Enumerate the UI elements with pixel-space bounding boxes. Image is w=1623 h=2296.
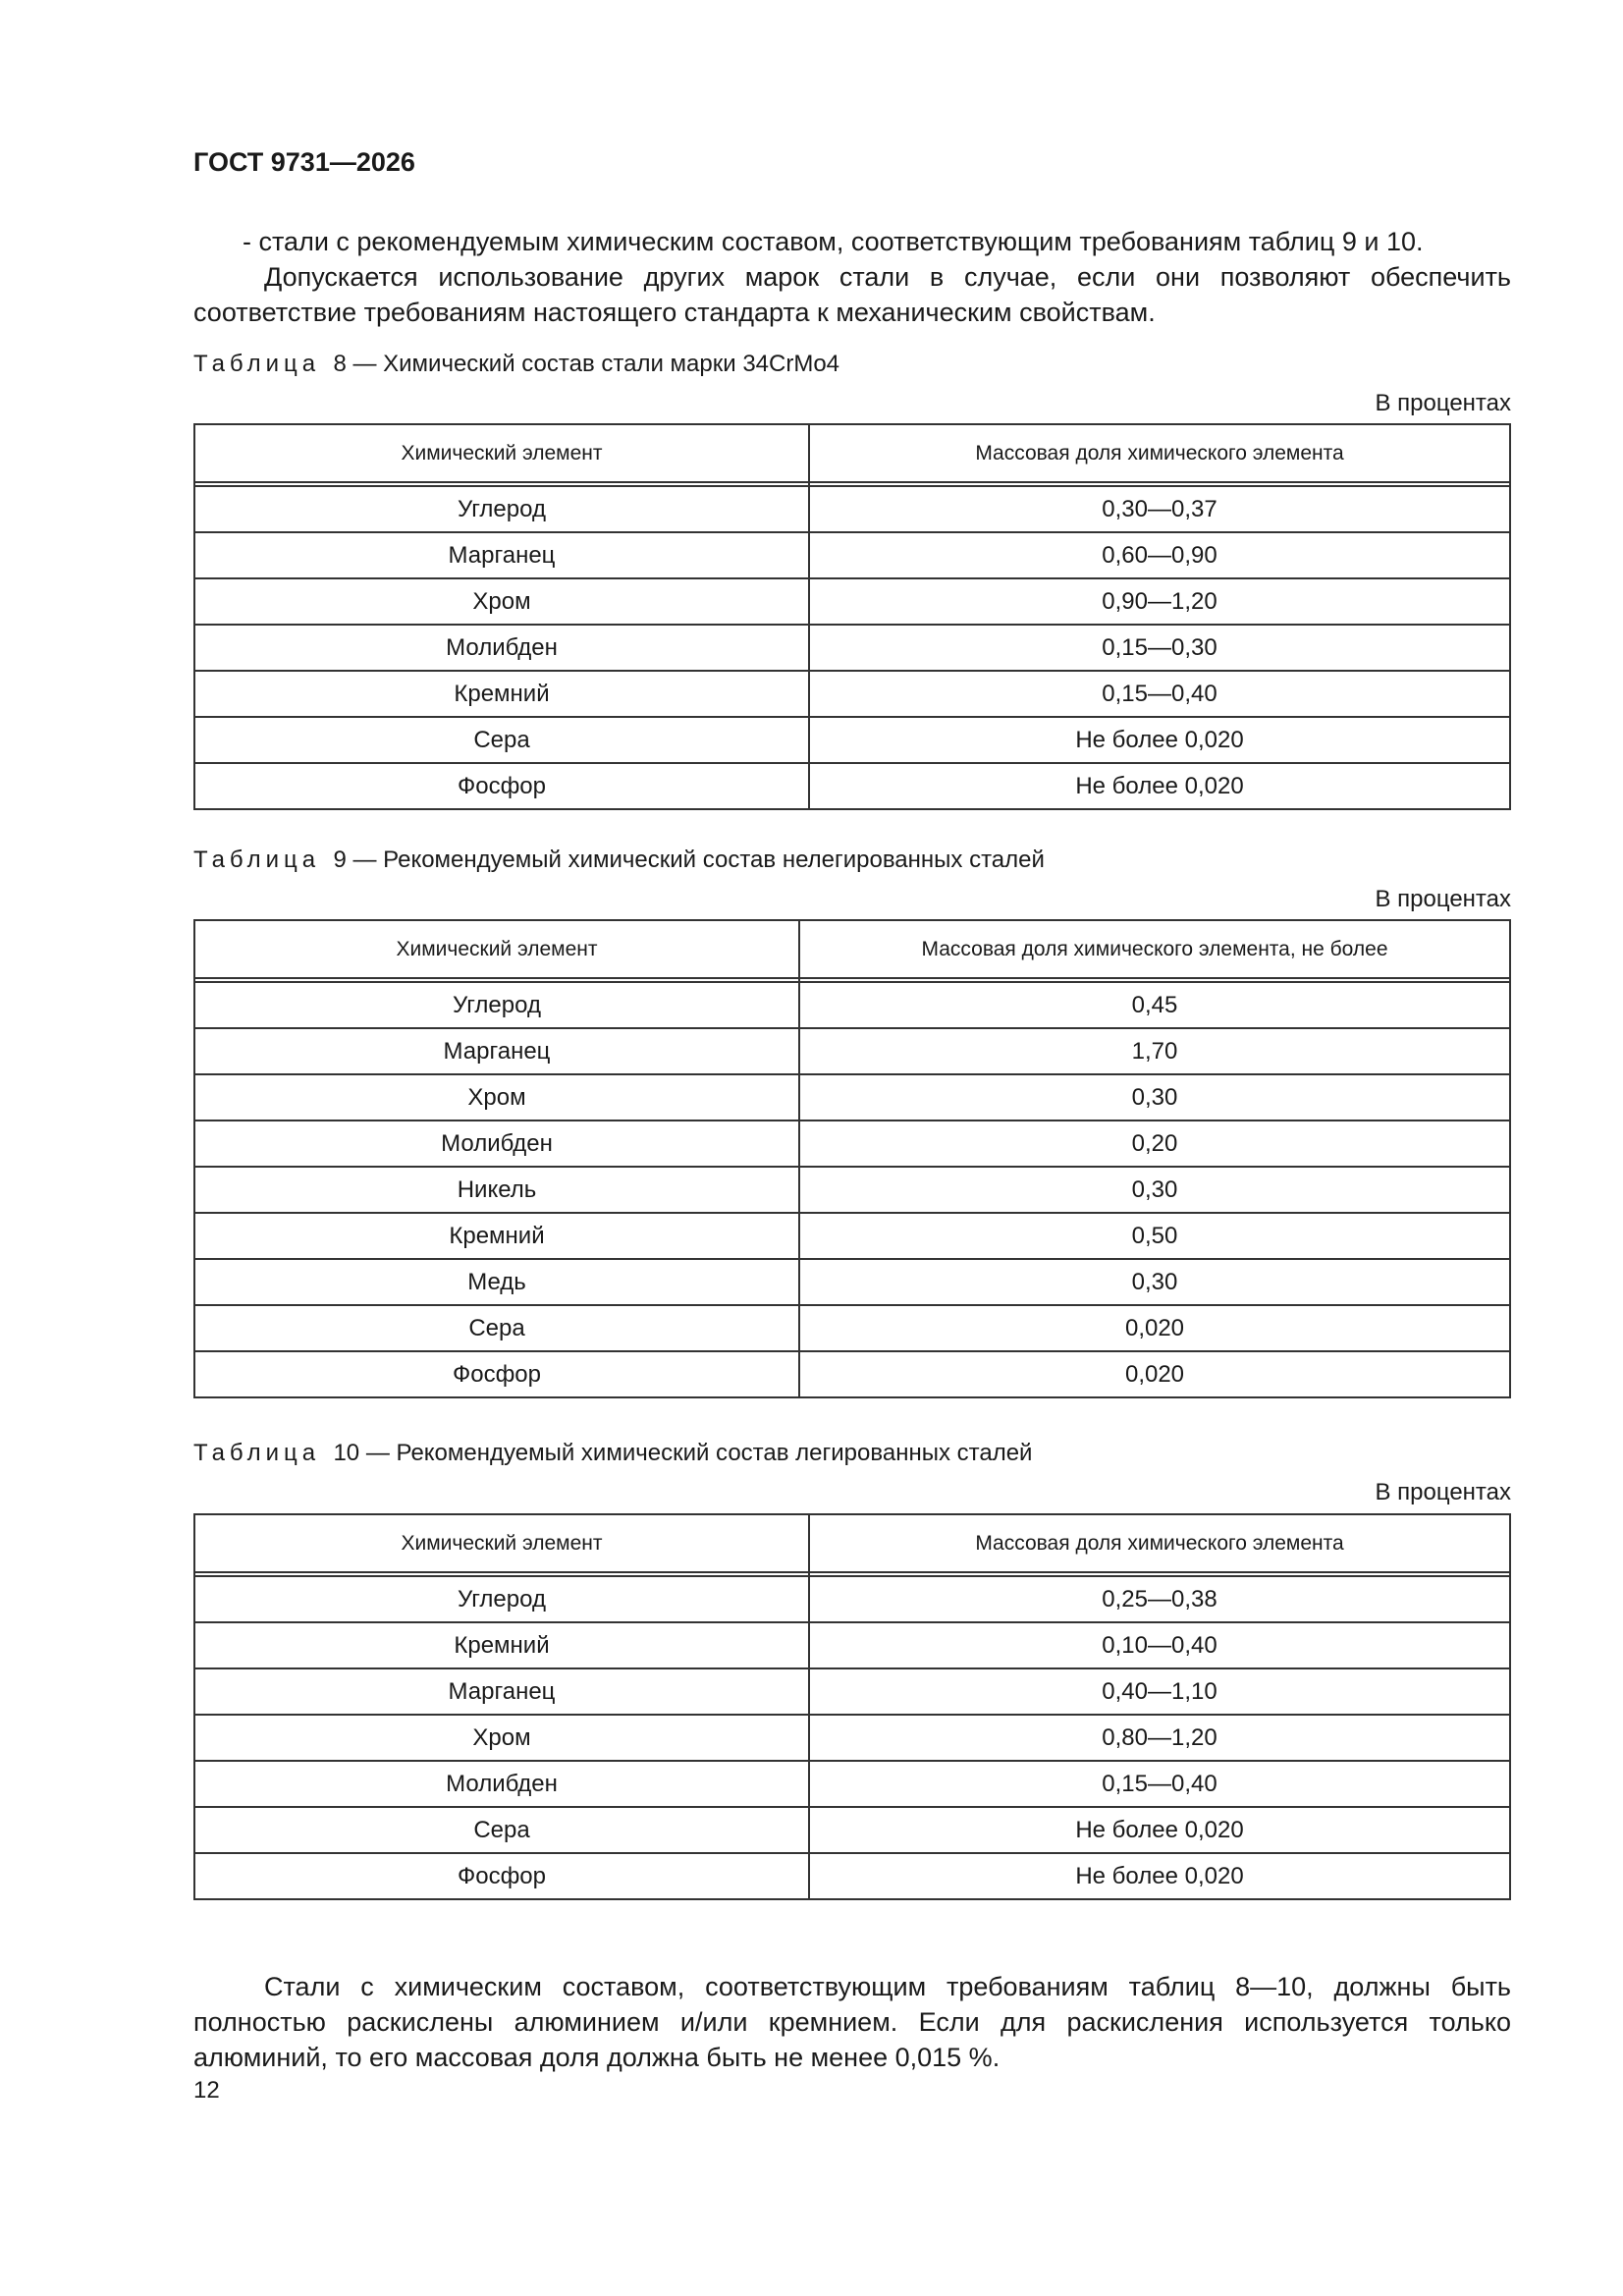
value-cell: 0,30 — [799, 1074, 1510, 1121]
element-cell: Кремний — [194, 1622, 809, 1668]
value-cell: 1,70 — [799, 1028, 1510, 1074]
value-cell: Не более 0,020 — [809, 763, 1510, 809]
caption-text: 10 — Рекомендуемый химический состав легированных сталей — [333, 1440, 1033, 1466]
value-cell: 0,40—1,10 — [809, 1668, 1510, 1715]
element-cell: Хром — [194, 578, 809, 625]
table-10-caption — [193, 1440, 1032, 1467]
table-row — [194, 1715, 1510, 1761]
table-header-row — [194, 920, 1510, 978]
table-header-row — [194, 1514, 1510, 1572]
table-row — [194, 1351, 1510, 1397]
element-cell: Фосфор — [194, 1853, 809, 1899]
table-row — [194, 763, 1510, 809]
document-id: ГОСТ 9731—2026 — [193, 147, 415, 177]
element-cell: Углерод — [194, 486, 809, 532]
caption-text: 9 — Рекомендуемый химический состав нелегированных сталей — [333, 847, 1045, 873]
value-cell: 0,10—0,40 — [809, 1622, 1510, 1668]
table-row — [194, 532, 1510, 578]
table-8-unit: В процентах — [1375, 390, 1511, 416]
value-cell: 0,15—0,30 — [809, 625, 1510, 671]
page-number: 12 — [193, 2077, 220, 2104]
element-cell: Никель — [194, 1167, 799, 1213]
table-row — [194, 1668, 1510, 1715]
table-row — [194, 1028, 1510, 1074]
element-cell: Кремний — [194, 671, 809, 717]
column-header: Химический элемент — [194, 920, 799, 978]
element-cell: Медь — [194, 1259, 799, 1305]
table-8 — [193, 423, 1511, 810]
table-9-caption — [193, 847, 1045, 874]
table-row — [194, 671, 1510, 717]
value-cell: Не более 0,020 — [809, 1807, 1510, 1853]
element-cell: Молибден — [194, 625, 809, 671]
table-9-unit: В процентах — [1375, 886, 1511, 912]
value-cell: 0,50 — [799, 1213, 1510, 1259]
element-cell: Марганец — [194, 1028, 799, 1074]
value-cell: 0,25—0,38 — [809, 1576, 1510, 1622]
value-cell: 0,15—0,40 — [809, 1761, 1510, 1807]
value-cell: 0,020 — [799, 1351, 1510, 1397]
column-header: Химический элемент — [194, 1514, 809, 1572]
table-row — [194, 982, 1510, 1028]
table-row — [194, 1121, 1510, 1167]
value-cell: 0,80—1,20 — [809, 1715, 1510, 1761]
table-10 — [193, 1513, 1511, 1900]
table-row — [194, 1074, 1510, 1121]
column-header: Массовая доля химического элемента — [809, 1514, 1510, 1572]
table-header-row — [194, 424, 1510, 482]
element-cell: Молибден — [194, 1761, 809, 1807]
element-cell: Марганец — [194, 1668, 809, 1715]
table-row — [194, 1259, 1510, 1305]
element-cell: Фосфор — [194, 1351, 799, 1397]
table-row — [194, 717, 1510, 763]
table-row — [194, 1305, 1510, 1351]
value-cell: Не более 0,020 — [809, 1853, 1510, 1899]
element-cell: Сера — [194, 1305, 799, 1351]
table-row — [194, 1761, 1510, 1807]
element-cell: Марганец — [194, 532, 809, 578]
table-row — [194, 486, 1510, 532]
value-cell: Не более 0,020 — [809, 717, 1510, 763]
value-cell: 0,45 — [799, 982, 1510, 1028]
table-row — [194, 1853, 1510, 1899]
value-cell: 0,90—1,20 — [809, 578, 1510, 625]
intro-line-1: - стали с рекомендуемым химическим составом, соответствующим требованиям таблиц 9 и 10. — [243, 227, 1424, 256]
table-row — [194, 1213, 1510, 1259]
element-cell: Сера — [194, 717, 809, 763]
table-row — [194, 625, 1510, 671]
element-cell: Хром — [194, 1715, 809, 1761]
value-cell: 0,20 — [799, 1121, 1510, 1167]
value-cell: 0,30—0,37 — [809, 486, 1510, 532]
caption-text: 8 — Химический состав стали марки 34CrMo4 — [333, 351, 840, 377]
element-cell: Сера — [194, 1807, 809, 1853]
element-cell: Углерод — [194, 1576, 809, 1622]
value-cell: 0,30 — [799, 1167, 1510, 1213]
table-row — [194, 1576, 1510, 1622]
table-row — [194, 578, 1510, 625]
caption-prefix: Таблица — [193, 847, 321, 873]
table-8-caption — [193, 351, 839, 378]
element-cell: Кремний — [194, 1213, 799, 1259]
table-row — [194, 1622, 1510, 1668]
column-header: Массовая доля химического элемента, не более — [799, 920, 1510, 978]
table-9 — [193, 919, 1511, 1398]
value-cell: 0,30 — [799, 1259, 1510, 1305]
intro-line-2: Допускается использование других марок стали в случае, если они позволяют обеспечить соответствие требованиям настоящего стандарта к механическим свойствам. — [193, 262, 1511, 327]
value-cell: 0,15—0,40 — [809, 671, 1510, 717]
column-header: Массовая доля химического элемента — [809, 424, 1510, 482]
element-cell: Молибден — [194, 1121, 799, 1167]
table-10-unit: В процентах — [1375, 1479, 1511, 1505]
element-cell: Углерод — [194, 982, 799, 1028]
table-row — [194, 1167, 1510, 1213]
caption-prefix: Таблица — [193, 1440, 321, 1466]
column-header: Химический элемент — [194, 424, 809, 482]
value-cell: 0,020 — [799, 1305, 1510, 1351]
element-cell: Фосфор — [194, 763, 809, 809]
value-cell: 0,60—0,90 — [809, 532, 1510, 578]
intro-text — [193, 224, 1511, 330]
caption-prefix: Таблица — [193, 351, 321, 377]
closing-paragraph: Стали с химическим составом, соответствующим требованиям таблиц 8—10, должны быть полностью раскислены алюминием и/или кремнием. Если для раскисления используется только алюминий, то его массовая доля должна быть не менее 0,015 %. — [193, 1972, 1511, 2072]
table-row — [194, 1807, 1510, 1853]
element-cell: Хром — [194, 1074, 799, 1121]
